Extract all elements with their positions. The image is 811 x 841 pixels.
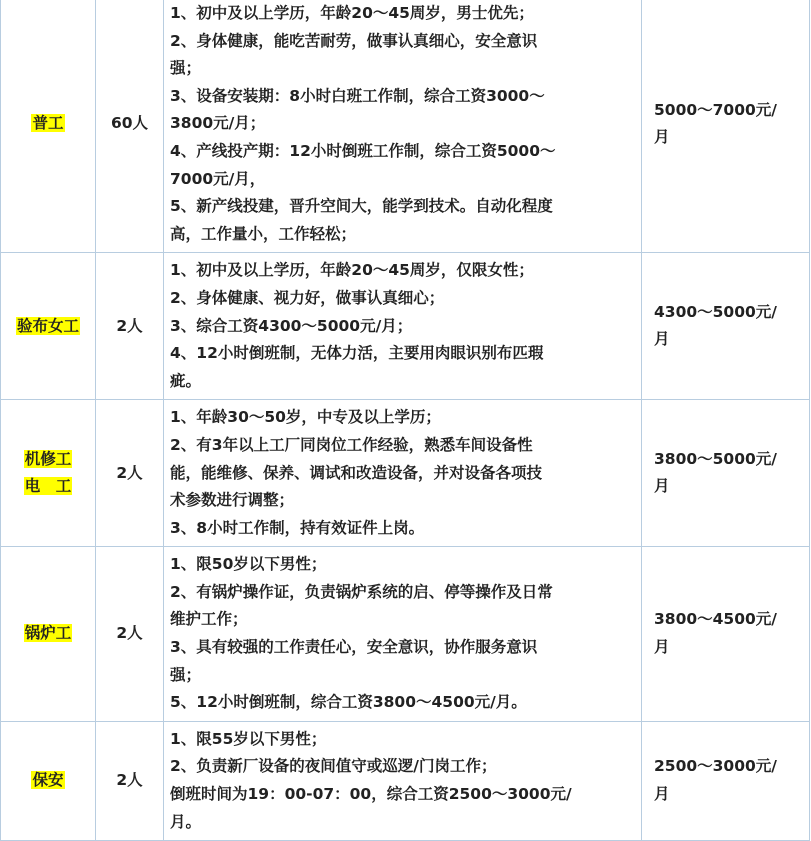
requirements-cell — [164, 721, 642, 840]
headcount-cell — [96, 547, 164, 722]
requirements-cell — [164, 547, 642, 722]
requirement-line: 5、12小时倒班制，综合工资3800～4500元/月。 — [170, 693, 527, 712]
requirement-line: 倒班时间为19：00-07：00，综合工资2500～3000元/ — [170, 785, 572, 804]
salary-line: 3800～5000元/ — [654, 449, 777, 468]
requirement-line: 1、初中及以上学历，年龄20～45周岁，男士优先； — [170, 4, 534, 22]
requirement-line: 1、限55岁以下男性； — [170, 729, 327, 748]
headcount: 2人 — [116, 463, 143, 482]
job-title: 机修工 — [24, 449, 72, 468]
requirement-line: 2、身体健康，能吃苦耐劳，做事认真细心，安全意识 — [170, 31, 538, 50]
salary-cell — [642, 253, 810, 400]
headcount: 2人 — [116, 316, 143, 335]
salary-cell — [642, 400, 810, 547]
requirement-line: 高，工作量小，工作轻松； — [170, 224, 357, 243]
requirements-cell — [164, 253, 642, 400]
job-title: 电 工 — [24, 477, 72, 496]
job-rows — [1, 0, 810, 841]
requirement-line: 7000元/月， — [170, 169, 266, 188]
salary-line: 月 — [654, 638, 670, 657]
job-title-cell — [1, 721, 96, 840]
requirement-line: 强； — [170, 665, 202, 684]
salary-cell — [642, 0, 810, 253]
salary-line: 3800～4500元/ — [654, 610, 777, 629]
requirement-line: 4、产线投产期：12小时倒班工作制，综合工资5000～ — [170, 141, 556, 160]
requirement-line: 2、有锅炉操作证，负责锅炉系统的启、停等操作及日常 — [170, 582, 553, 601]
requirements-cell — [164, 400, 642, 547]
headcount-cell — [96, 721, 164, 840]
headcount: 60人 — [110, 114, 149, 133]
job-title-cell — [1, 0, 96, 253]
job-row — [1, 253, 810, 400]
requirement-line: 月。 — [170, 812, 202, 831]
requirement-line: 2、身体健康、视力好，做事认真细心； — [170, 288, 445, 307]
requirement-line: 3、综合工资4300～5000元/月； — [170, 316, 413, 335]
requirement-line: 3、设备安装期：8小时白班工作制，综合工资3000～ — [170, 86, 545, 105]
salary-line: 月 — [654, 330, 670, 349]
requirement-line: 3、8小时工作制，持有效证件上岗。 — [170, 518, 425, 537]
requirement-line: 2、负责新厂设备的夜间值守或巡逻/门岗工作； — [170, 757, 497, 776]
job-title: 保安 — [32, 771, 64, 790]
job-row — [1, 721, 810, 840]
job-row — [1, 0, 810, 253]
requirement-line: 1、年龄30～50岁，中专及以上学历； — [170, 408, 441, 427]
requirement-line: 1、限50岁以下男性； — [170, 555, 327, 574]
requirement-line: 5、新产线投建，晋升空间大，能学到技术。自动化程度 — [170, 197, 553, 216]
requirement-line: 强； — [170, 59, 202, 78]
job-title: 锅炉工 — [24, 624, 72, 643]
headcount: 2人 — [116, 624, 143, 643]
job-title-cell — [1, 547, 96, 722]
requirement-line: 3、具有较强的工作责任心，安全意识，协作服务意识 — [170, 638, 538, 657]
salary-line: 月 — [654, 477, 670, 496]
requirement-line: 维护工作； — [170, 610, 248, 629]
requirements-cell — [164, 0, 642, 253]
salary-line: 4300～5000元/ — [654, 302, 777, 321]
job-row — [1, 400, 810, 547]
headcount: 2人 — [116, 771, 143, 790]
salary-line: 5000～7000元/ — [654, 100, 777, 119]
job-title-cell — [1, 253, 96, 400]
job-title: 普工 — [32, 114, 64, 133]
requirement-line: 3800元/月； — [170, 114, 266, 133]
job-row — [1, 547, 810, 722]
requirement-line: 4、12小时倒班制，无体力活，主要用肉眼识别布匹瑕 — [170, 344, 544, 363]
requirement-line: 术参数进行调整； — [170, 491, 295, 510]
requirement-line: 能，能维修、保养、调试和改造设备，并对设备各项技 — [170, 463, 543, 482]
headcount-cell — [96, 400, 164, 547]
salary-line: 2500～3000元/ — [654, 757, 777, 776]
salary-line: 月 — [654, 785, 670, 804]
job-title: 验布女工 — [16, 316, 79, 335]
salary-cell — [642, 547, 810, 722]
job-title-cell — [1, 400, 96, 547]
requirement-line: 疵。 — [170, 371, 202, 390]
requirement-line: 2、有3年以上工厂同岗位工作经验，熟悉车间设备性 — [170, 435, 533, 454]
headcount-cell — [96, 253, 164, 400]
salary-cell — [642, 721, 810, 840]
salary-line: 月 — [654, 128, 670, 147]
requirement-line: 1、初中及以上学历，年龄20～45周岁，仅限女性； — [170, 261, 534, 280]
headcount-cell — [96, 0, 164, 253]
